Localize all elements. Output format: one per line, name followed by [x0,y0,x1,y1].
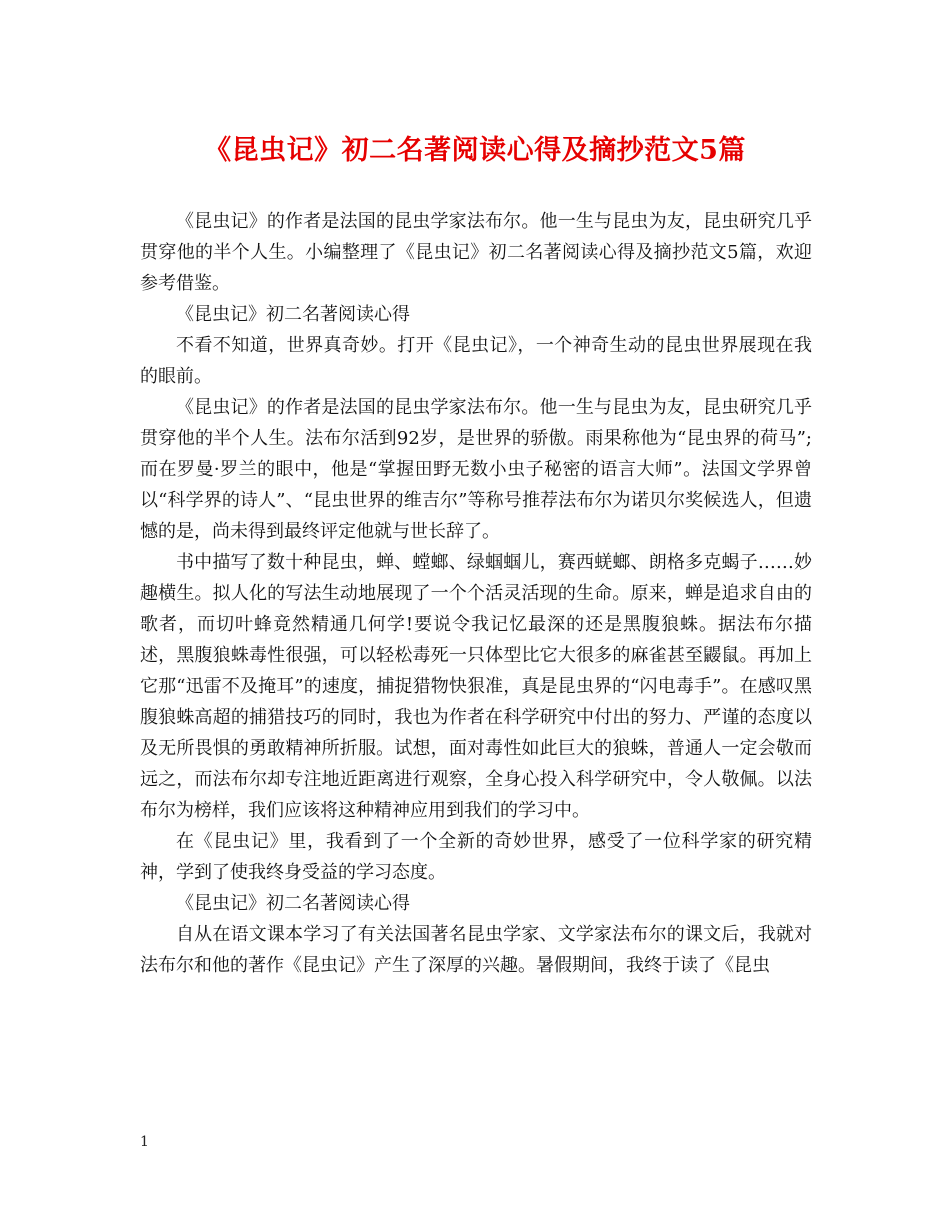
document-body [140,206,812,981]
section-heading: 《昆虫记》初二名著阅读心得 [176,304,410,325]
body-paragraph: 书中描写了数十种昆虫，蝉、螳螂、绿蝈蝈儿，赛西蜣螂、朗格多克蝎子……妙趣横生。拟人化的写法生动地展现了一个个活灵活现的生命。原来，蝉是追求自由的歌者，而切叶蜂竟然精通几何学!要说令我记忆最深的还是黑腹狼蛛。据法布尔描述，黑腹狼蛛毒性很强，可以轻松毒死一只体型比它大很多的麻雀甚至鼹鼠。再加上它那“迅雷不及掩耳”的速度，捕捉猎物快狠准，真是昆虫界的“闪电毒手”。在感叹黑腹狼蛛高超的捕猎技巧的同时，我也为作者在科学研究中付出的努力、严谨的态度以及无所畏惧的勇敢精神所折服。试想，面对毒性如此巨大的狼蛛，普通人一定会敬而远之，而法布尔却专注地近距离进行观察，全身心投入科学研究中，令人敬佩。以法布尔为榜样，我们应该将这种精神应用到我们的学习中。 [140,552,812,821]
intro-paragraph: 《昆虫记》的作者是法国的昆虫学家法布尔。他一生与昆虫为友，昆虫研究几乎贯穿他的半个人生。小编整理了《昆虫记》初二名著阅读心得及摘抄范文5篇，欢迎参考借鉴。 [140,211,812,294]
body-paragraph: 自从在语文课本学习了有关法国著名昆虫学家、文学家法布尔的课文后，我就对法布尔和他的著作《昆虫记》产生了深厚的兴趣。暑假期间，我终于读了《昆虫 [140,924,812,976]
document-title: 《昆虫记》初二名著阅读心得及摘抄范文5篇 [204,135,746,166]
page-number: 1 [140,1134,149,1150]
body-paragraph: 在《昆虫记》里，我看到了一个全新的奇妙世界，感受了一位科学家的研究精神，学到了使我终身受益的学习态度。 [140,831,812,883]
section-heading: 《昆虫记》初二名著阅读心得 [176,893,410,914]
body-paragraph: 不看不知道，世界真奇妙。打开《昆虫记》，一个神奇生动的昆虫世界展现在我的眼前。 [140,335,812,387]
body-paragraph: 《昆虫记》的作者是法国的昆虫学家法布尔。他一生与昆虫为友，昆虫研究几乎贯穿他的半个人生。法布尔活到92岁，是世界的骄傲。雨果称他为“昆虫界的荷马”;而在罗曼·罗兰的眼中，他是“掌握田野无数小虫子秘密的语言大师”。法国文学界曾以“科学界的诗人”、“昆虫世界的维吉尔”等称号推荐法布尔为诺贝尔奖候选人，但遗憾的是，尚未得到最终评定他就与世长辞了。 [140,397,812,542]
